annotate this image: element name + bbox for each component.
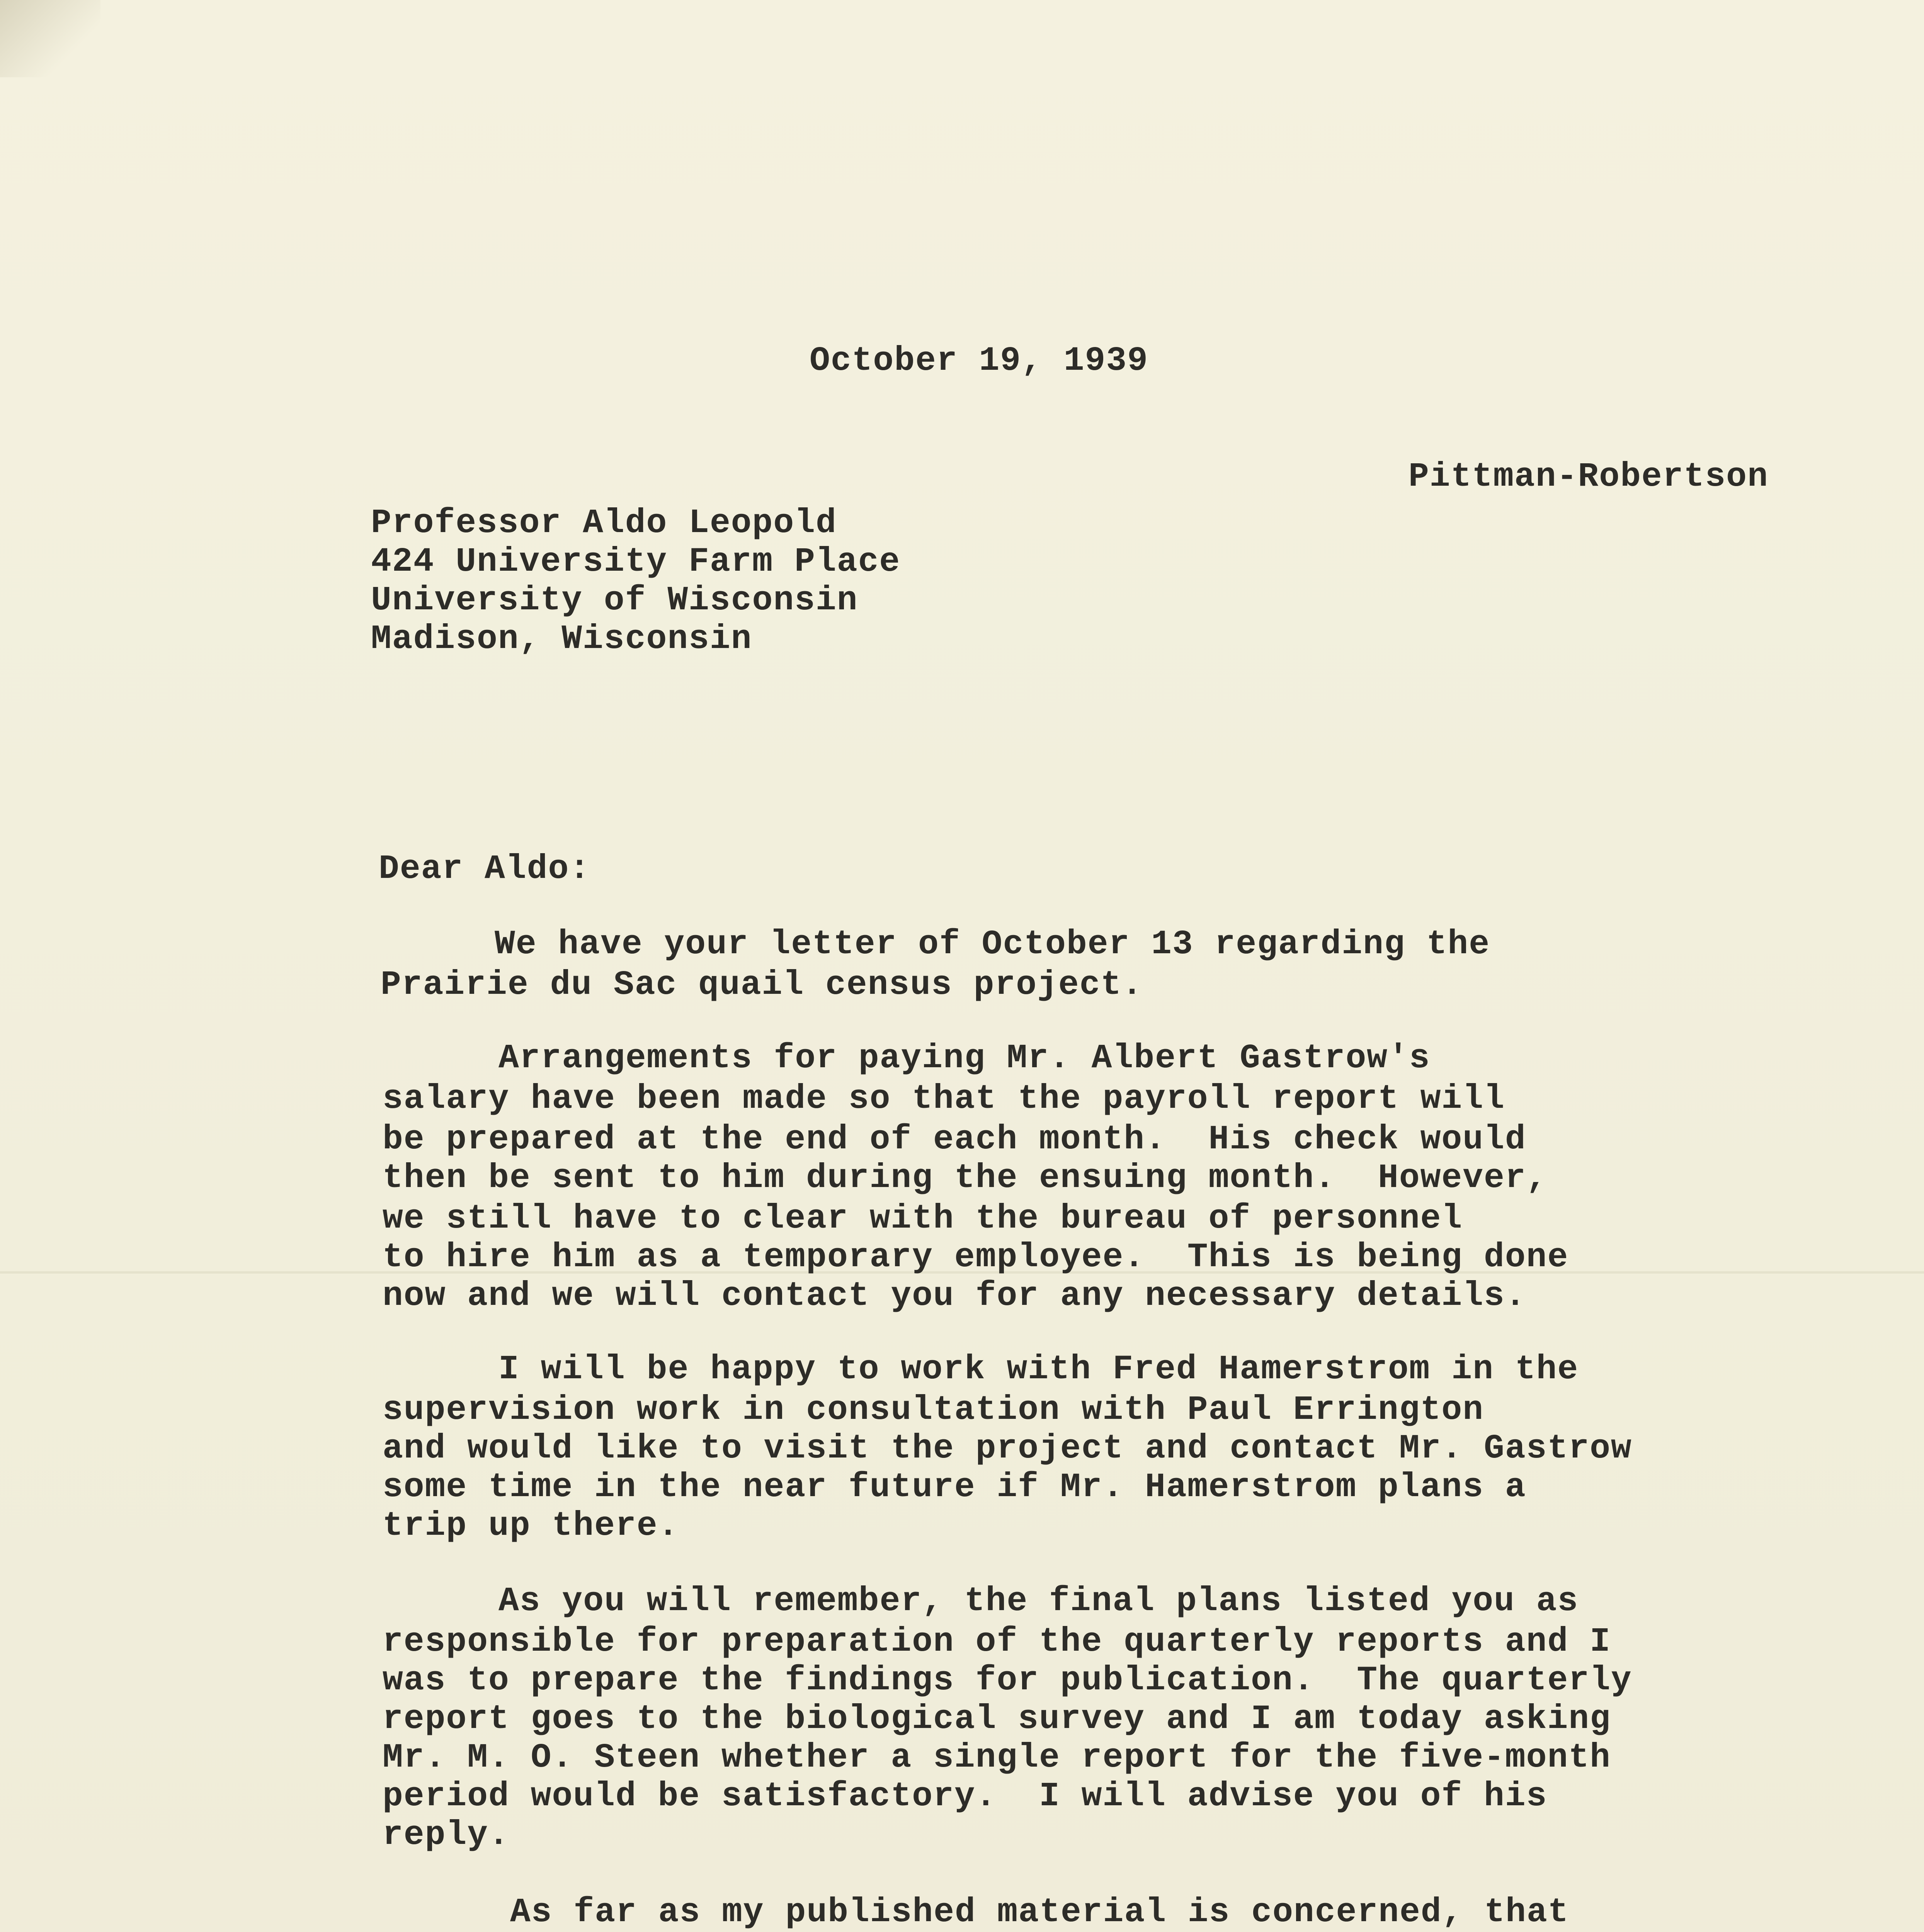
body-line: Prairie du Sac quail census project. (381, 966, 1143, 1004)
address-line: Madison, Wisconsin (371, 620, 752, 658)
body-line: As you will remember, the final plans listed you as (498, 1582, 1579, 1621)
body-line: trip up there. (383, 1507, 679, 1545)
body-line: to hire him as a temporary employee. This is being done (383, 1238, 1569, 1277)
body-line: some time in the near future if Mr. Hamerstrom plans a (383, 1468, 1526, 1507)
body-line: As far as my published material is concerned, that (510, 1893, 1569, 1932)
body-line: be prepared at the end of each month. His check would (383, 1121, 1526, 1159)
body-line: I will be happy to work with Fred Hamerstrom in the (498, 1350, 1579, 1389)
salutation: Dear Aldo: (379, 850, 591, 888)
body-line: now and we will contact you for any necessary details. (383, 1277, 1526, 1315)
body-line: then be sent to him during the ensuing month. However, (383, 1159, 1548, 1197)
body-line: responsible for preparation of the quarterly reports and I (383, 1623, 1611, 1661)
body-line: Arrangements for paying Mr. Albert Gastrow's (498, 1039, 1431, 1078)
body-line: we still have to clear with the bureau of personnel (383, 1200, 1463, 1238)
address-line: University of Wisconsin (371, 582, 858, 620)
address-line: 424 University Farm Place (371, 543, 901, 581)
paper-corner-tear (0, 0, 100, 77)
body-line: salary have been made so that the payroll report will (383, 1080, 1505, 1118)
body-line: reply. (383, 1816, 510, 1854)
body-line: We have your letter of October 13 regarding the (495, 925, 1490, 964)
body-line: Mr. M. O. Steen whether a single report for the five-month (383, 1739, 1611, 1777)
body-line: and would like to visit the project and contact Mr. Gastrow (383, 1430, 1632, 1468)
letter-date: October 19, 1939 (810, 342, 1148, 380)
letter-reference: Pittman-Robertson (1409, 458, 1769, 496)
body-line: supervision work in consultation with Paul Errington (383, 1391, 1484, 1429)
body-line: report goes to the biological survey and I am today asking (383, 1700, 1611, 1738)
body-line: period would be satisfactory. I will advise you of his (383, 1777, 1548, 1816)
body-line: was to prepare the findings for publication. The quarterly (383, 1662, 1632, 1700)
address-line: Professor Aldo Leopold (371, 504, 837, 543)
